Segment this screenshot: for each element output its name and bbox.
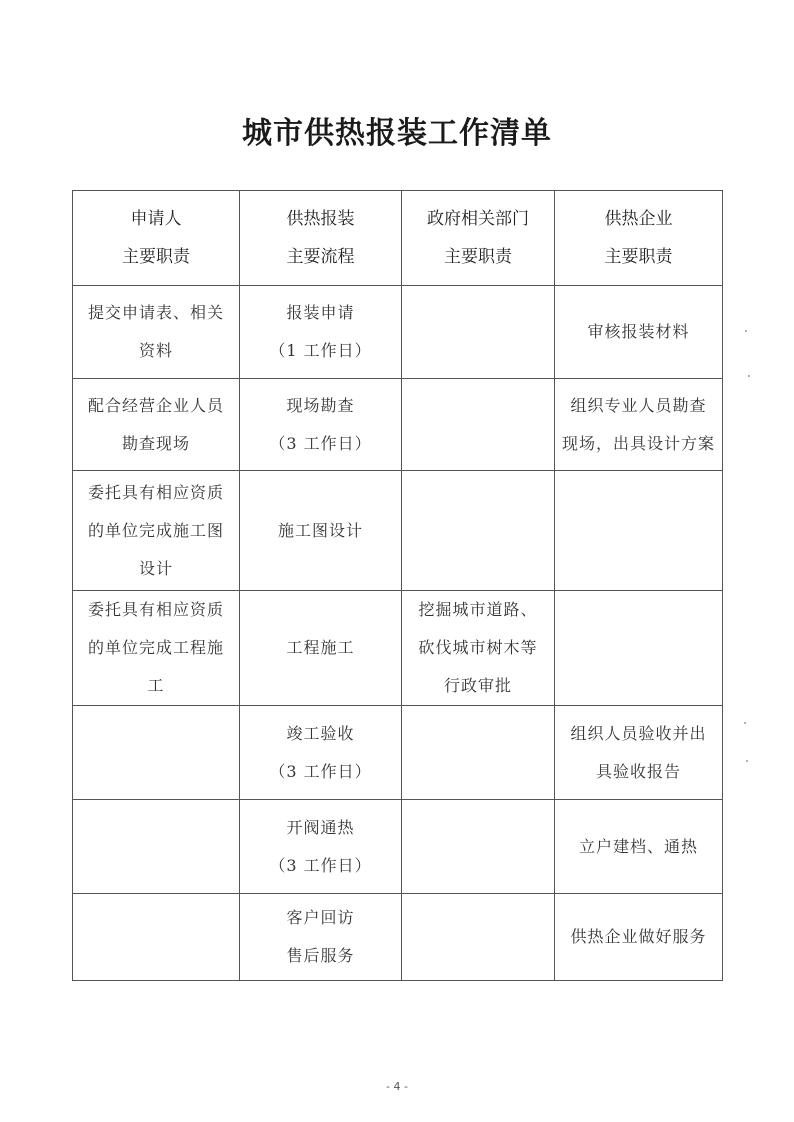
- cell-line: 现场勘查: [286, 395, 355, 415]
- applicant-cell: [73, 379, 240, 471]
- header-applicant: [73, 191, 240, 286]
- cell-line: 具验收报告: [595, 761, 681, 781]
- government-cell: [402, 379, 555, 471]
- enterprise-cell: [555, 471, 723, 591]
- cell-line: 报装申请: [286, 303, 355, 322]
- header-line: 主要流程: [286, 247, 355, 267]
- government-cell: [402, 286, 555, 379]
- cell-line: （1 工作日）: [269, 341, 372, 360]
- heating-application-table: [72, 190, 723, 981]
- header-line: 供热报装: [286, 209, 355, 229]
- cell-line: 挖掘城市道路、: [418, 600, 538, 619]
- applicant-cell: [73, 894, 240, 981]
- cell-line: 工: [147, 676, 165, 695]
- process-cell: [240, 286, 402, 379]
- cell-line: 供热企业做好服务: [570, 927, 707, 946]
- enterprise-cell: [555, 894, 723, 981]
- header-line: 申请人: [130, 209, 182, 229]
- enterprise-cell: [555, 286, 723, 379]
- cell-line: 工程施工: [286, 638, 355, 657]
- government-cell: [402, 706, 555, 800]
- scan-speck: [746, 760, 748, 762]
- cell-line: 行政审批: [443, 676, 512, 695]
- cell-line: 委托具有相应资质: [87, 482, 224, 502]
- table-row: [73, 471, 723, 591]
- cell-line: 立户建档、通热: [578, 836, 698, 856]
- header-process: [240, 191, 402, 286]
- applicant-cell: [73, 591, 240, 706]
- enterprise-cell: [555, 379, 723, 471]
- cell-line: 开阀通热: [286, 817, 355, 837]
- cell-line: 委托具有相应资质: [87, 600, 224, 619]
- header-line: 主要职责: [122, 247, 190, 267]
- process-cell: [240, 706, 402, 800]
- table-row: [73, 591, 723, 706]
- cell-line: 客户回访: [286, 908, 355, 927]
- cell-line: 设计: [138, 558, 173, 578]
- table-header-row: [73, 191, 723, 286]
- cell-line: 砍伐城市树木等: [418, 638, 538, 657]
- header-line: 供热企业: [604, 209, 673, 229]
- enterprise-cell: [555, 800, 723, 894]
- applicant-cell: [73, 800, 240, 894]
- applicant-cell: [73, 471, 240, 591]
- enterprise-cell: [555, 706, 723, 800]
- table-row: [73, 286, 723, 379]
- scan-speck: [745, 330, 747, 332]
- cell-line: （3 工作日）: [269, 433, 372, 453]
- cell-line: 配合经营企业人员: [87, 395, 224, 415]
- cell-line: （3 工作日）: [269, 855, 372, 875]
- cell-line: 审核报装材料: [587, 322, 690, 341]
- document-title: 城市供热报装工作清单: [242, 116, 552, 151]
- applicant-cell: [73, 706, 240, 800]
- cell-line: 提交申请表、相关: [87, 303, 224, 322]
- table-row: [73, 894, 723, 981]
- process-cell: [240, 379, 402, 471]
- header-line: 政府相关部门: [427, 209, 529, 229]
- cell-line: 组织专业人员勘查: [570, 395, 707, 415]
- table-row: [73, 706, 723, 800]
- page-number: - 4 -: [386, 1080, 408, 1093]
- government-cell: [402, 471, 555, 591]
- government-cell: [402, 894, 555, 981]
- scan-speck: [748, 375, 750, 377]
- applicant-cell: [73, 286, 240, 379]
- header-line: 主要职责: [444, 247, 512, 267]
- cell-line: 组织人员验收并出: [570, 723, 707, 743]
- cell-line: 现场，出具设计方案: [561, 433, 715, 453]
- cell-line: 施工图设计: [277, 520, 363, 540]
- scan-speck: [744, 722, 746, 724]
- process-cell: [240, 591, 402, 706]
- table-row: [73, 800, 723, 894]
- government-cell: [402, 591, 555, 706]
- cell-line: 的单位完成施工图: [87, 520, 224, 540]
- table-row: [73, 379, 723, 471]
- government-cell: [402, 800, 555, 894]
- cell-line: 资料: [138, 341, 173, 360]
- enterprise-cell: [555, 591, 723, 706]
- header-government: [402, 191, 555, 286]
- process-cell: [240, 800, 402, 894]
- header-enterprise: [555, 191, 723, 286]
- process-cell: [240, 894, 402, 981]
- cell-line: 售后服务: [286, 946, 355, 965]
- cell-line: （3 工作日）: [269, 761, 372, 781]
- cell-line: 的单位完成工程施: [87, 638, 224, 657]
- header-line: 主要职责: [604, 247, 673, 267]
- cell-line: 勘查现场: [121, 433, 190, 453]
- cell-line: 竣工验收: [286, 723, 355, 743]
- process-cell: [240, 471, 402, 591]
